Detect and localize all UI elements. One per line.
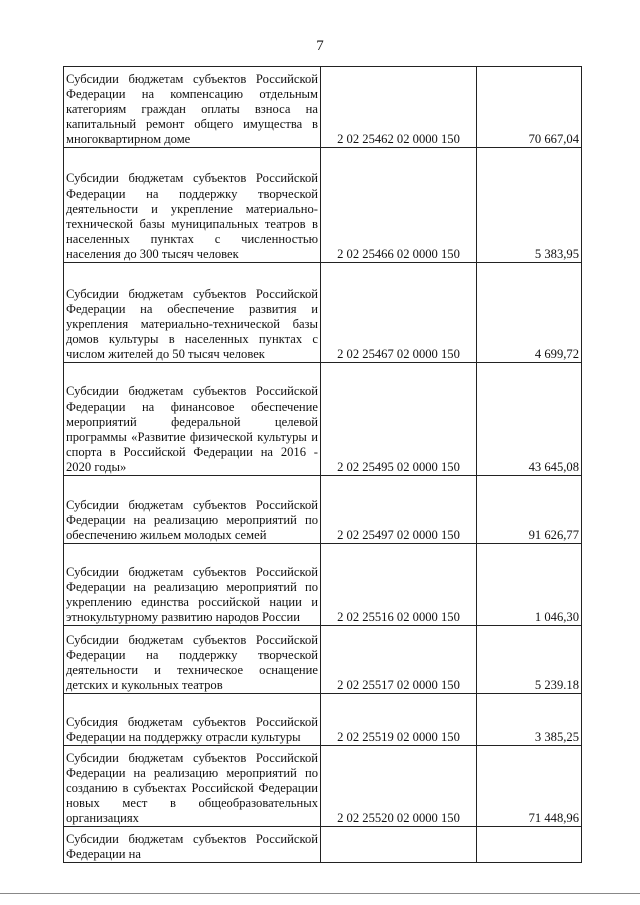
row-budget-code: 2 02 25516 02 0000 150 [321,544,477,626]
budget-table-body [64,67,582,863]
table-row [64,544,582,626]
table-row [64,476,582,544]
table-row [64,67,582,148]
row-amount: 1 046,30 [477,544,582,626]
row-amount: 91 626,77 [477,476,582,544]
row-description: Субсидии бюджетам субъектов Российской Федерации на поддержку творческой деятельности и укрепление материально-технической базы муниципальных театров в населенных пунктах с численностью населения до 300 тысяч человек [64,148,321,263]
budget-table [63,66,582,863]
row-amount [477,827,582,863]
row-budget-code: 2 02 25517 02 0000 150 [321,626,477,694]
row-description: Субсидии бюджетам субъектов Российской Федерации на компенсацию отдельным категориям граждан оплаты взноса на капитальный ремонт общего имущества в многоквартирном доме [64,67,321,148]
row-description: Субсидии бюджетам субъектов Российской Федерации на реализацию мероприятий по созданию в субъектах Российской Федерации новых мест в общеобразовательных организациях [64,746,321,827]
row-description: Субсидии бюджетам субъектов Российской Федерации на [64,827,321,863]
row-description: Субсидии бюджетам субъектов Российской Федерации на реализацию мероприятий по укреплению единства российской нации и этнокультурному развитию народов России [64,544,321,626]
table-row [64,263,582,363]
row-budget-code: 2 02 25495 02 0000 150 [321,363,477,476]
row-budget-code: 2 02 25497 02 0000 150 [321,476,477,544]
row-description: Субсидия бюджетам субъектов Российской Федерации на поддержку отрасли культуры [64,694,321,746]
row-amount: 4 699,72 [477,263,582,363]
table-row [64,626,582,694]
row-description: Субсидии бюджетам субъектов Российской Федерации на поддержку творческой деятельности и техническое оснащение детских и кукольных театров [64,626,321,694]
row-budget-code: 2 02 25462 02 0000 150 [321,67,477,148]
row-budget-code: 2 02 25519 02 0000 150 [321,694,477,746]
row-budget-code [321,827,477,863]
row-budget-code: 2 02 25520 02 0000 150 [321,746,477,827]
row-amount: 71 448,96 [477,746,582,827]
page-number: 7 [316,38,324,54]
page-bottom-edge [0,893,640,894]
row-amount: 43 645,08 [477,363,582,476]
row-description: Субсидии бюджетам субъектов Российской Федерации на финансовое обеспечение мероприятий федеральной целевой программы «Развитие физической культуры и спорта в Российской Федерации на 2016 - 2020 годы» [64,363,321,476]
row-amount: 70 667,04 [477,67,582,148]
table-row [64,827,582,863]
table-row [64,148,582,263]
table-row [64,694,582,746]
row-budget-code: 2 02 25466 02 0000 150 [321,148,477,263]
row-description: Субсидии бюджетам субъектов Российской Федерации на обеспечение развития и укрепления материально-технической базы домов культуры в населенных пунктах с числом жителей до 50 тысяч человек [64,263,321,363]
row-amount: 3 385,25 [477,694,582,746]
row-amount: 5 383,95 [477,148,582,263]
row-amount: 5 239.18 [477,626,582,694]
row-budget-code: 2 02 25467 02 0000 150 [321,263,477,363]
table-row [64,363,582,476]
table-row [64,746,582,827]
row-description: Субсидии бюджетам субъектов Российской Федерации на реализацию мероприятий по обеспечению жильем молодых семей [64,476,321,544]
